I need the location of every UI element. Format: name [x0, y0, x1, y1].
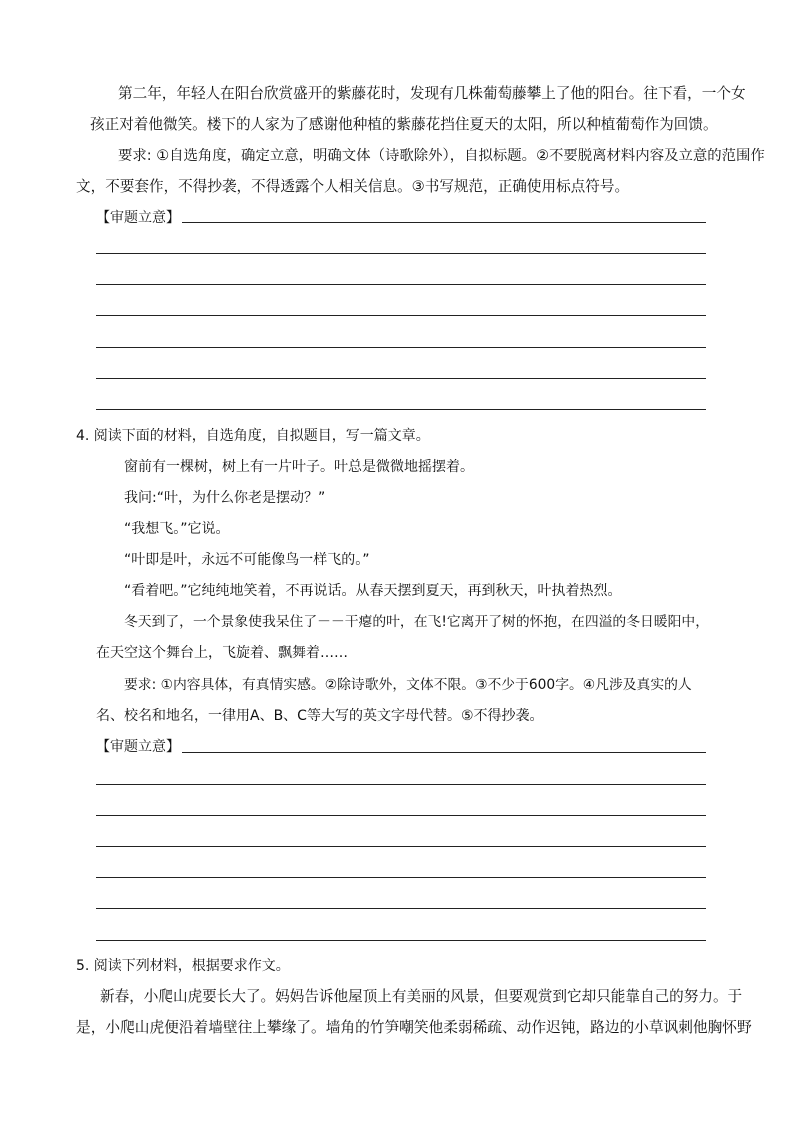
material-line-1: 新春，小爬山虎要长大了。妈妈告诉他屋顶上有美丽的风景，但要观赏到它却只能靠自己的努力。于: [100, 988, 743, 1005]
answer-line[interactable]: [96, 284, 706, 285]
question-5-heading: 5. 阅读下列材料，根据要求作文。: [76, 958, 290, 974]
answer-line[interactable]: [96, 877, 706, 878]
answer-line[interactable]: [182, 752, 706, 753]
answer-line[interactable]: [96, 378, 706, 379]
answer-line[interactable]: [96, 347, 706, 348]
answer-line[interactable]: [96, 315, 706, 316]
answer-line[interactable]: [96, 815, 706, 816]
answer-line[interactable]: [96, 253, 706, 254]
requirements-line-1: 要求: ①自选角度，确定立意，明确文体（诗歌除外），自拟标题。②不要脱离材料内容及立意的范围作: [118, 148, 765, 164]
material-line-4: “叶即是叶，永远不可能像鸟一样飞的。”: [124, 552, 370, 568]
answer-line[interactable]: [96, 784, 706, 785]
material-line-2: 我问:“叶，为什么你老是摆动？”: [124, 490, 326, 506]
answer-line[interactable]: [96, 846, 706, 847]
material-line-1: 窗前有一棵树，树上有一片叶子。叶总是微微地摇摆着。: [124, 459, 474, 475]
answer-label: 【审题立意】: [96, 210, 180, 226]
requirements-line-2: 名、校名和地名，一律用A、B、C等大写的英文字母代替。⑤不得抄袭。: [96, 708, 544, 724]
answer-line[interactable]: [96, 409, 706, 410]
answer-line[interactable]: [96, 908, 706, 909]
question-4-heading: 4. 阅读下面的材料，自选角度，自拟题目，写一篇文章。: [76, 428, 430, 444]
requirements-line-1: 要求: ①内容具体，有真情实感。②除诗歌外，文体不限。③不少于600字。④凡涉及真实的人: [124, 677, 692, 693]
material-line-5: “看着吧。”它纯纯地笑着，不再说话。从春天摆到夏天，再到秋天，叶执着热烈。: [124, 583, 622, 599]
material-line-2: 是，小爬山虎便沿着墙壁往上攀缘了。墙角的竹笋嘲笑他柔弱稀疏、动作迟钝，路边的小草讽刺他胸怀野: [76, 1019, 752, 1036]
material-paragraph-line-1: 第二年，年轻人在阳台欣赏盛开的紫藤花时，发现有几株葡萄藤攀上了他的阳台。往下看，一个女: [118, 85, 746, 102]
answer-label: 【审题立意】: [96, 739, 180, 755]
material-line-6: 冬天到了，一个景象使我呆住了－－干瘪的叶，在飞!它离开了树的怀抱，在四溢的冬日暖阳中，: [124, 614, 709, 630]
requirements-line-2: 文，不要套作，不得抄袭，不得透露个人相关信息。③书写规范，正确使用标点符号。: [76, 178, 630, 195]
material-paragraph-line-2: 孩正对着他微笑。楼下的人家为了感谢他种植的紫藤花挡住夏天的太阳，所以种植葡萄作为回馈。: [90, 116, 718, 133]
answer-line[interactable]: [96, 940, 706, 941]
answer-line[interactable]: [182, 222, 706, 223]
material-line-3: “我想飞。”它说。: [124, 521, 230, 537]
material-line-7: 在天空这个舞台上，飞旋着、飘舞着……: [96, 645, 348, 661]
